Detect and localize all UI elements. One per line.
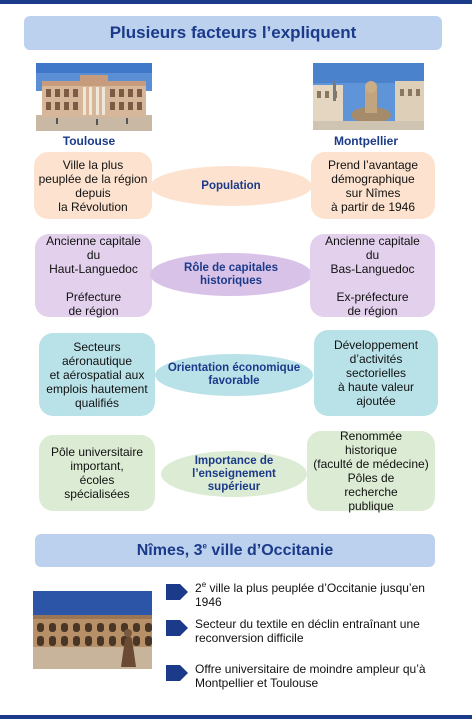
toulouse-economy-box: Secteurs aéronautique et aérospatial aux emplois hautement qualifiés: [39, 333, 155, 416]
bottom-border: [0, 715, 472, 719]
nimes-arenes-photo: [33, 591, 152, 669]
top-border: [0, 0, 472, 4]
section-title-nimes: [35, 534, 435, 567]
city-label-montpellier: Montpellier: [333, 134, 398, 148]
section-title-factors: [24, 16, 442, 50]
nimes-bullet-2: Secteur du textile en déclin entraînant une reconversion difficile: [195, 617, 420, 645]
factor-economic-orientation: Orientation économique favorable: [155, 354, 313, 396]
toulouse-capital-box: Ancienne capitale du Haut-Languedoc Préfecture de région: [35, 234, 152, 317]
nimes-title-text: Nîmes, 3e ville d’Occitanie: [136, 541, 334, 559]
section-title-text: Plusieurs facteurs l’expliquent: [109, 23, 357, 42]
factor-population: Population: [150, 166, 312, 206]
nimes-bullet-1: 2e ville la plus peuplée d’Occitanie jusqu’en 1946: [195, 580, 425, 609]
montpellier-population-box: Prend l’avantage démographique sur Nîmes à partir de 1946: [311, 152, 435, 219]
montpellier-education-box: Renommée historique (faculté de médecine) Pôles de recherche publique: [307, 431, 435, 511]
city-label-toulouse: Toulouse: [62, 134, 116, 148]
nimes-bullet-3: Offre universitaire de moindre ampleur qu’à Montpellier et Toulouse: [195, 662, 426, 690]
montpellier-capital-box: Ancienne capitale du Bas-Languedoc Ex-préfecture de région: [310, 234, 435, 317]
bullet-arrow-icon: [166, 665, 188, 681]
toulouse-education-box: Pôle universitaire important, écoles spécialisées: [39, 435, 155, 511]
montpellier-economy-box: Développement d’activités sectorielles à haute valeur ajoutée: [314, 330, 438, 416]
bullet-arrow-icon: [166, 584, 188, 600]
factor-historic-capitals: Rôle de capitales historiques: [150, 253, 312, 296]
toulouse-population-box: Ville la plus peuplée de la région depuis la Révolution: [34, 152, 152, 219]
toulouse-capitole-photo: [36, 63, 152, 131]
bullet-arrow-icon: [166, 620, 188, 636]
factor-higher-education: Importance de l’enseignement supérieur: [161, 451, 307, 497]
montpellier-comedie-photo: [313, 63, 424, 130]
